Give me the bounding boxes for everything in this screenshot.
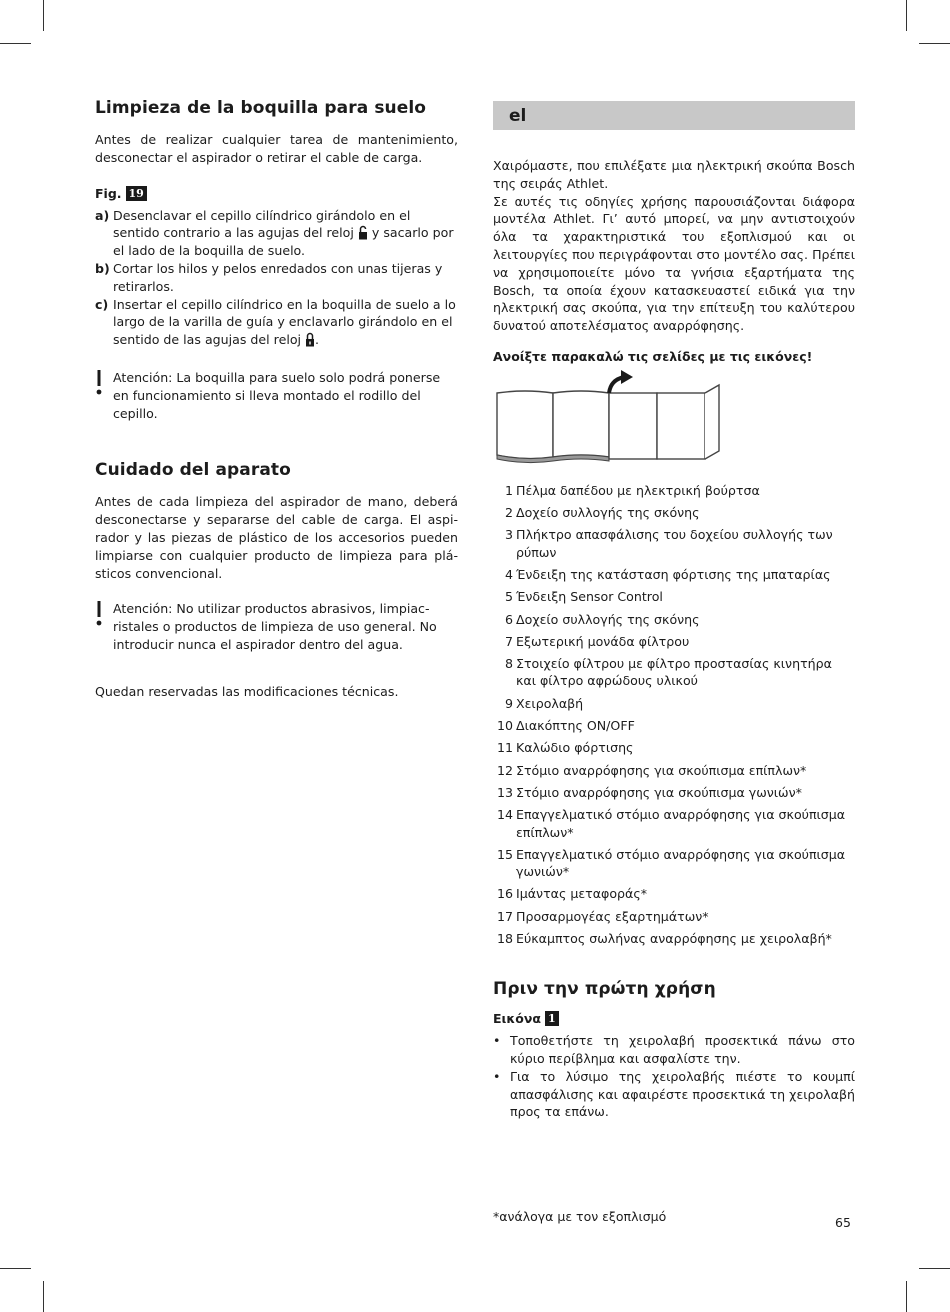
part-text: Δοχείο συλλογής της σκόνης xyxy=(516,505,700,521)
bullet-text: Τοποθετήστε τη χειρολαβή προσεκτικά πάνω στο κύριο περίβλημα και ασφαλίστε την. xyxy=(510,1033,855,1067)
warning-text: Atención: La boquilla para suelo solo podrá ponerse en funcionamiento si lleva montado el rodillo del cepillo. xyxy=(113,369,441,421)
part-text: Προσαρμογέας εξαρτημάτων* xyxy=(516,908,709,924)
step-label: c) xyxy=(95,296,109,312)
care-intro: Antes de cada limpieza del aspirador de mano, deberá desconectarse y separarse del cable de carga. El aspirador y las piezas de plástico de los accesorios pueden limpiarse con cualquier producto de limpieza para plásticos convencional. xyxy=(95,494,458,581)
language-code: el xyxy=(509,105,527,126)
section-title: Πριν την πρώτη χρήση xyxy=(493,979,716,1000)
part-number: 10 xyxy=(496,718,513,734)
list-item xyxy=(95,296,458,349)
part-text: Δοχείο συλλογής της σκόνης xyxy=(516,611,700,627)
unlocked-padlock-icon xyxy=(358,225,368,240)
list-item xyxy=(95,207,458,260)
list-item xyxy=(493,526,855,561)
greek-intro: Χαιρόμαστε, που επιλέξατε μια ηλεκτρική σκούπα Bosch της σειράς Athlet. Σε αυτές τις οδηγίες χρήσης παρουσιάζονται διάφορα μοντέλα Athlet. Γι’ αυτό μπορεί, να μην αντιστοιχούν όλα τα χαρακτηριστικά του εξοπλισμού και οι λειτουργίες που περιγράφονται στο μοντέλο σας. Πρέπει να χρησιμοποιείτε μόνο τα γνήσια εξαρτήματα της Bosch, τα οποία έχουν κατασκευαστεί ειδικά για την ηλεκτρική σας σκούπα, για την επίτευξη του καλύτερου δυνατού αποτελέσματος αναρρόφησης. xyxy=(493,158,855,334)
crop-mark xyxy=(43,1281,44,1312)
step-text-part: y sacarlo por el lado de la boquilla de suelo. xyxy=(113,225,454,259)
part-number: 13 xyxy=(496,784,513,800)
step-text-part: Insertar el cepillo cilíndrico en la boquilla de suelo a lo largo de la varilla de guía y enclavarlo girándolo en el sentido de las agujas del reloj xyxy=(113,296,456,348)
list-item xyxy=(493,885,855,902)
list-item xyxy=(493,717,855,734)
part-text: Διακόπτης ON/OFF xyxy=(516,718,635,734)
crop-mark xyxy=(919,43,950,44)
warning-text: Atención: No utilizar productos abrasivos, limpiacristales o productos de limpieza de uso general. No introducir nunca el aspirador dentro del agua. xyxy=(113,601,437,652)
locked-padlock-icon xyxy=(305,332,315,347)
list-item xyxy=(493,1032,855,1068)
part-number: 3 xyxy=(504,527,513,543)
step-label: b) xyxy=(95,260,110,276)
folded-pages-illustration xyxy=(495,369,735,469)
section-title: Limpieza de la boquilla para suelo xyxy=(95,98,427,118)
crop-mark xyxy=(0,43,31,44)
part-text: Καλώδιο φόρτισης xyxy=(516,740,634,756)
part-number: 17 xyxy=(496,908,513,924)
list-item xyxy=(493,633,855,650)
technical-note: Quedan reservadas las modificaciones técnicas. xyxy=(95,683,399,699)
figure-reference xyxy=(493,1011,855,1026)
bullet-text: Για το λύσιμο της χειρολαβής πιέστε το κουμπί απασφάλισης και αφαιρέστε προσεκτικά τη χειρολαβή προς τα επάνω. xyxy=(510,1068,855,1120)
part-text: Ιμάντας μεταφοράς* xyxy=(516,886,648,902)
part-text: Επαγγελματικό στόμιο αναρρόφησης για σκούπισμα επίπλων* xyxy=(516,807,846,840)
bullet-icon: • xyxy=(493,1068,501,1084)
part-text: Πλήκτρο απασφάλισης του δοχείου συλλογής των ρύπων xyxy=(516,527,833,560)
figure-label: Fig. xyxy=(95,185,122,201)
figure-label: Εικόνα xyxy=(493,1011,541,1027)
part-number: 2 xyxy=(504,505,513,521)
warning-icon xyxy=(95,600,113,653)
figure-number: 1 xyxy=(545,1011,559,1026)
crop-mark xyxy=(43,0,44,31)
warning-icon xyxy=(95,369,113,422)
part-number: 12 xyxy=(496,762,513,778)
warning-note xyxy=(95,369,458,422)
step-text-part: Desenclavar el cepillo cilíndrico girándolo en el sentido contrario a las agujas del reloj xyxy=(113,207,411,241)
list-item xyxy=(493,739,855,756)
list-item xyxy=(493,846,855,881)
step-text: Cortar los hilos y pelos enredados con unas tijeras y retirarlos. xyxy=(113,260,443,294)
part-text: Πέλμα δαπέδου με ηλεκτρική βούρτσα xyxy=(516,482,760,498)
list-item xyxy=(493,762,855,779)
warning-note xyxy=(95,600,458,653)
part-text: Ένδειξη Sensor Control xyxy=(516,589,663,605)
crop-mark xyxy=(906,0,907,31)
part-number: 15 xyxy=(496,846,513,862)
part-number: 6 xyxy=(504,611,513,627)
bullet-icon: • xyxy=(493,1033,501,1049)
part-text: Χειρολαβή xyxy=(516,695,584,711)
crop-mark xyxy=(906,1281,907,1312)
language-tab xyxy=(493,101,855,130)
list-item xyxy=(493,1068,855,1121)
part-text: Στόμιο αναρρόφησης για σκούπισμα γωνιών* xyxy=(516,784,802,800)
step-text-part: . xyxy=(315,332,320,348)
step-text xyxy=(113,207,458,260)
part-number: 4 xyxy=(504,566,513,582)
step-list xyxy=(95,207,458,349)
list-item xyxy=(493,695,855,712)
step-label: a) xyxy=(95,207,110,223)
list-item xyxy=(493,588,855,605)
page-number: 65 xyxy=(835,1215,851,1230)
section-title: Cuidado del aparato xyxy=(95,460,291,481)
part-number: 18 xyxy=(496,931,513,946)
list-item xyxy=(493,611,855,628)
list-item xyxy=(493,655,855,690)
part-number: 16 xyxy=(496,886,513,902)
list-item xyxy=(95,260,458,296)
part-number: 7 xyxy=(504,633,513,649)
part-text: Εξωτερική μονάδα φίλτρου xyxy=(516,633,690,649)
part-text: Εύκαμπτος σωλήνας αναρρόφησης με χειρολαβή* xyxy=(516,931,832,946)
spanish-column xyxy=(95,98,458,701)
list-item xyxy=(493,908,855,925)
crop-mark xyxy=(0,1268,31,1269)
list-item xyxy=(493,806,855,841)
part-number: 9 xyxy=(504,695,513,711)
list-item xyxy=(493,482,855,499)
crop-mark xyxy=(919,1268,950,1269)
figure-reference xyxy=(95,186,458,201)
part-text: Στοιχείο φίλτρου με φίλτρο προστασίας κινητήρα και φίλτρο αφρώδους υλικού xyxy=(516,656,832,689)
part-number: 5 xyxy=(504,589,513,605)
part-text: Στόμιο αναρρόφησης για σκούπισμα επίπλων* xyxy=(516,762,807,778)
part-number: 1 xyxy=(504,482,513,498)
list-item xyxy=(493,504,855,521)
part-number: 11 xyxy=(496,740,513,756)
open-pages-note: Ανοίξτε παρακαλώ τις σελίδες με τις εικόνες! xyxy=(493,348,813,364)
part-number: 14 xyxy=(496,807,513,823)
maintenance-intro: Antes de realizar cualquier tarea de mantenimiento, desconectar el aspirador o retirar el cable de carga. xyxy=(95,132,458,165)
bullet-list xyxy=(493,1032,855,1121)
part-text: Επαγγελματικό στόμιο αναρρόφησης για σκούπισμα γωνιών* xyxy=(516,846,846,880)
list-item xyxy=(493,784,855,801)
part-number: 8 xyxy=(504,656,513,672)
greek-column xyxy=(493,101,855,1121)
parts-list xyxy=(493,482,855,948)
footnote: *ανάλογα με τον εξοπλισμό xyxy=(493,1209,667,1224)
list-item xyxy=(493,566,855,583)
figure-number: 19 xyxy=(126,186,147,201)
step-text xyxy=(113,296,458,349)
part-text: Ένδειξη της κατάσταση φόρτισης της μπαταρίας xyxy=(516,566,831,582)
list-item xyxy=(493,930,855,947)
